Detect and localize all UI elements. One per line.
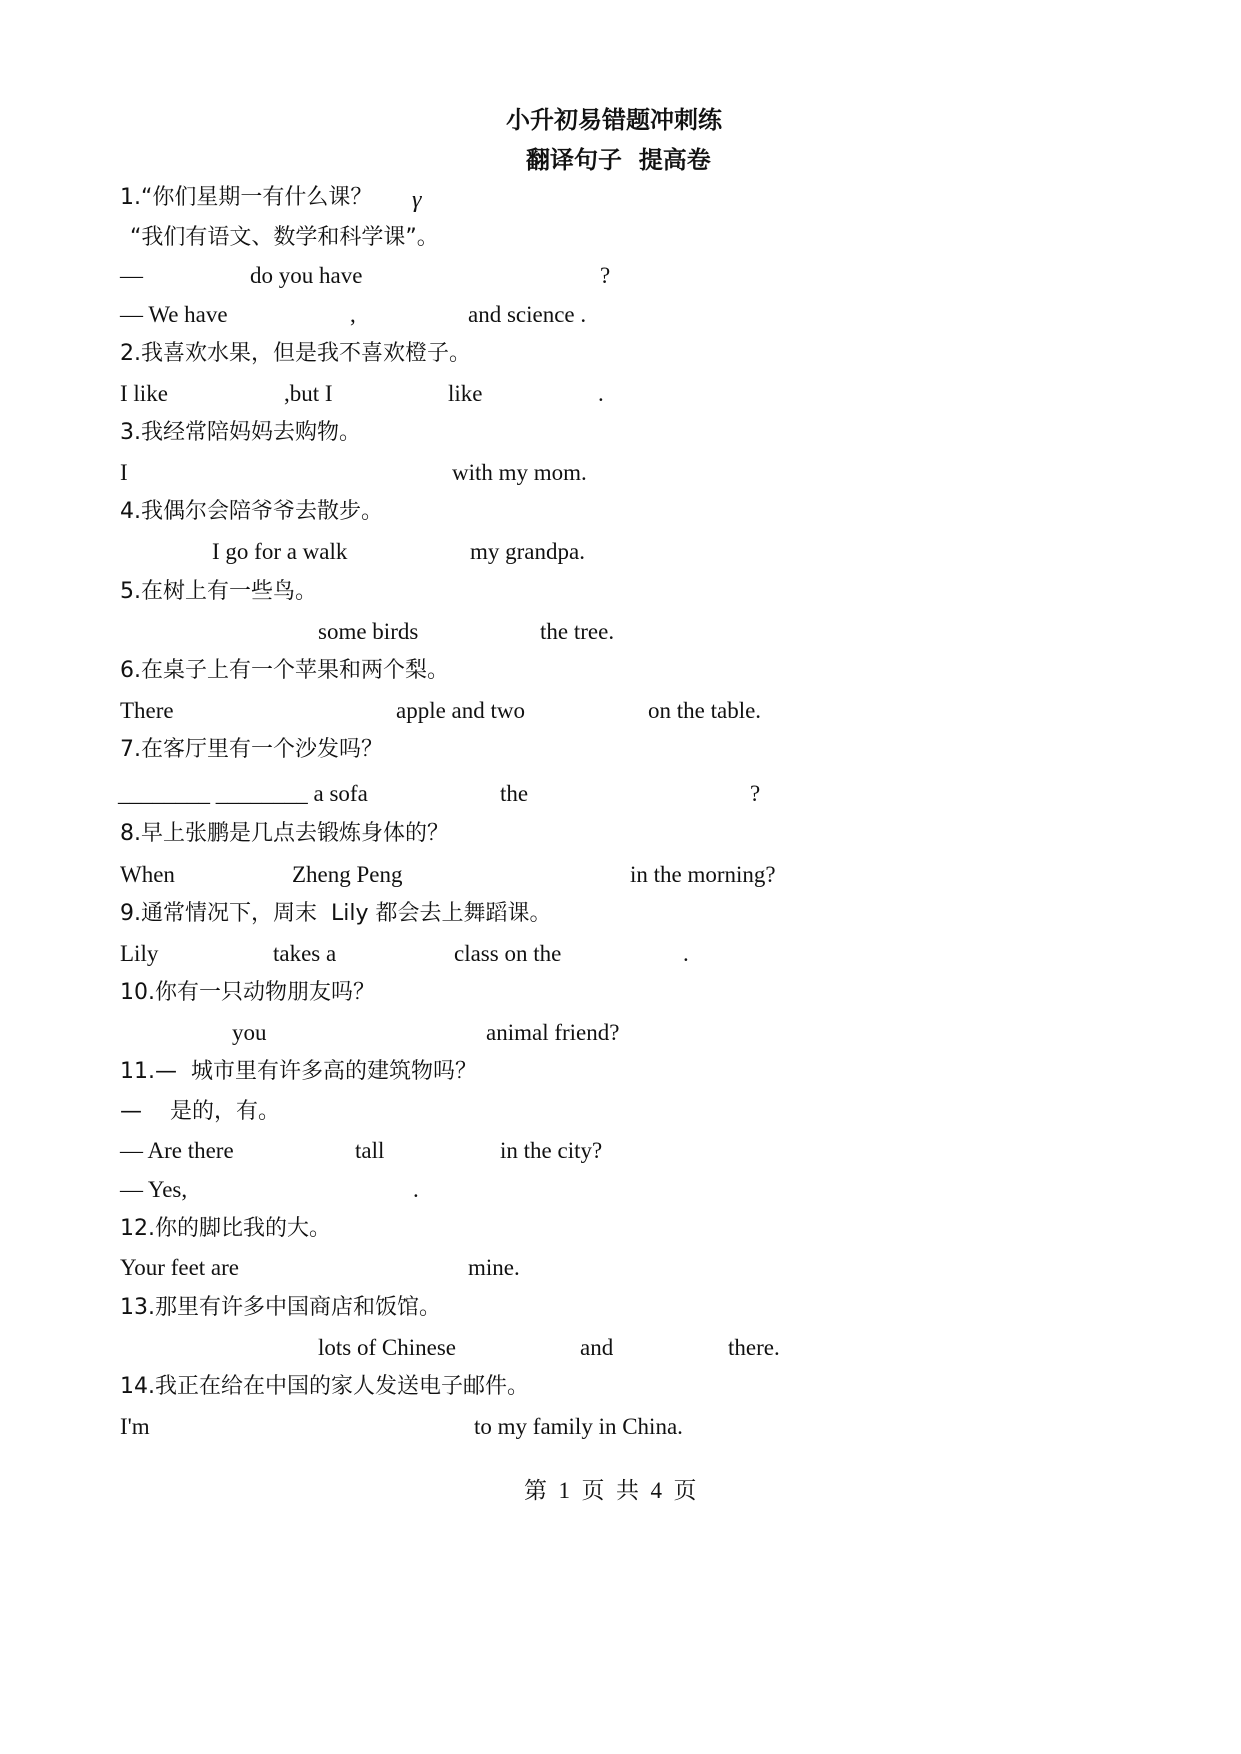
q5-english-part2: the tree. [540, 619, 615, 644]
q2-english-part2: ,but I [284, 381, 333, 406]
q14-english-part2: to my family in China. [474, 1414, 683, 1439]
q13-english-part1: lots of Chinese [318, 1335, 456, 1360]
handwritten-mark: γ [412, 187, 422, 213]
q1-english-line1-dash: — [120, 263, 143, 288]
q8-english-part2: Zheng Peng [292, 862, 403, 887]
q9-english-part2: takes a [273, 941, 337, 966]
q7-english-part1: ________ ________ a sofa [118, 781, 368, 806]
q2-chinese: 2.我喜欢水果，但是我不喜欢橙子。 [120, 341, 471, 366]
q1-english-line1-end: ? [600, 263, 611, 288]
q13-english-part3: there. [728, 1335, 780, 1360]
q9-english-part4: . [683, 941, 689, 966]
q6-english-part2: apple and two [396, 698, 526, 723]
q3-english-part1: I [120, 460, 128, 485]
q5-chinese: 5.在树上有一些鸟。 [120, 579, 317, 604]
q1-english-line2-start: — We have [120, 302, 228, 327]
worksheet-title: 小升初易错题冲刺练 [506, 106, 722, 134]
q11-english-line1-part1: — Are there [120, 1138, 234, 1163]
q2-english-part4: . [598, 381, 604, 406]
q11-chinese-line2: — 是的，有。 [120, 1099, 280, 1124]
q1-english-line1-mid: do you have [250, 263, 363, 288]
q13-english-part2: and [580, 1335, 614, 1360]
q4-english-part1: I go for a walk [212, 539, 348, 564]
q8-english-part3: in the morning? [630, 862, 776, 887]
q3-english-part2: with my mom. [452, 460, 587, 485]
q10-english-part1: you [232, 1020, 267, 1045]
q4-english-part2: my grandpa. [470, 539, 585, 564]
q6-english-part3: on the table. [648, 698, 762, 723]
q8-chinese: 8.早上张鹏是几点去锻炼身体的？ [120, 821, 449, 846]
q8-english-part1: When [120, 862, 175, 887]
q7-english-part3: ? [750, 781, 761, 806]
q6-english-part1: There [120, 698, 174, 723]
q12-english-part2: mine. [468, 1255, 520, 1280]
q7-chinese: 7.在客厅里有一个沙发吗？ [120, 737, 383, 762]
q12-english-part1: Your feet are [120, 1255, 240, 1280]
q1-english-line2-end: and science . [468, 302, 587, 327]
q9-chinese: 9.通常情况下，周末 Lily 都会去上舞蹈课。 [120, 901, 552, 926]
q14-english-part1: I'm [120, 1414, 150, 1439]
q12-chinese: 12.你的脚比我的大。 [120, 1216, 331, 1241]
page-number-footer: 第 1 页 共 4 页 [524, 1478, 697, 1503]
q3-chinese: 3.我经常陪妈妈去购物。 [120, 420, 361, 445]
q10-chinese: 10.你有一只动物朋友吗？ [120, 980, 375, 1005]
q7-english-part2: the [500, 781, 529, 806]
q9-english-part3: class on the [454, 941, 562, 966]
q11-english-line2-part1: — Yes, [120, 1177, 188, 1202]
q6-chinese: 6.在桌子上有一个苹果和两个梨。 [120, 658, 449, 683]
worksheet-subtitle: 翻译句子 提高卷 [526, 146, 711, 174]
q10-english-part2: animal friend? [486, 1020, 620, 1045]
q5-english-part1: some birds [318, 619, 419, 644]
q11-english-line1-part2: tall [355, 1138, 385, 1163]
q11-chinese-line1: 11.— 城市里有许多高的建筑物吗？ [120, 1059, 477, 1084]
q14-chinese: 14.我正在给在中国的家人发送电子邮件。 [120, 1374, 529, 1399]
q9-english-part1: Lily [120, 941, 159, 966]
q4-chinese: 4.我偶尔会陪爷爷去散步。 [120, 499, 383, 524]
q11-english-line2-part2: . [413, 1177, 419, 1202]
q1-chinese-line2: “我们有语文、数学和科学课”。 [130, 225, 439, 250]
q11-english-line1-part3: in the city? [500, 1138, 603, 1163]
q1-english-line2-comma: , [350, 302, 356, 327]
q13-chinese: 13.那里有许多中国商店和饭馆。 [120, 1295, 441, 1320]
q1-chinese-line1: 1.“你们星期一有什么课？ [120, 185, 373, 210]
q2-english-part1: I like [120, 381, 168, 406]
q2-english-part3: like [448, 381, 483, 406]
